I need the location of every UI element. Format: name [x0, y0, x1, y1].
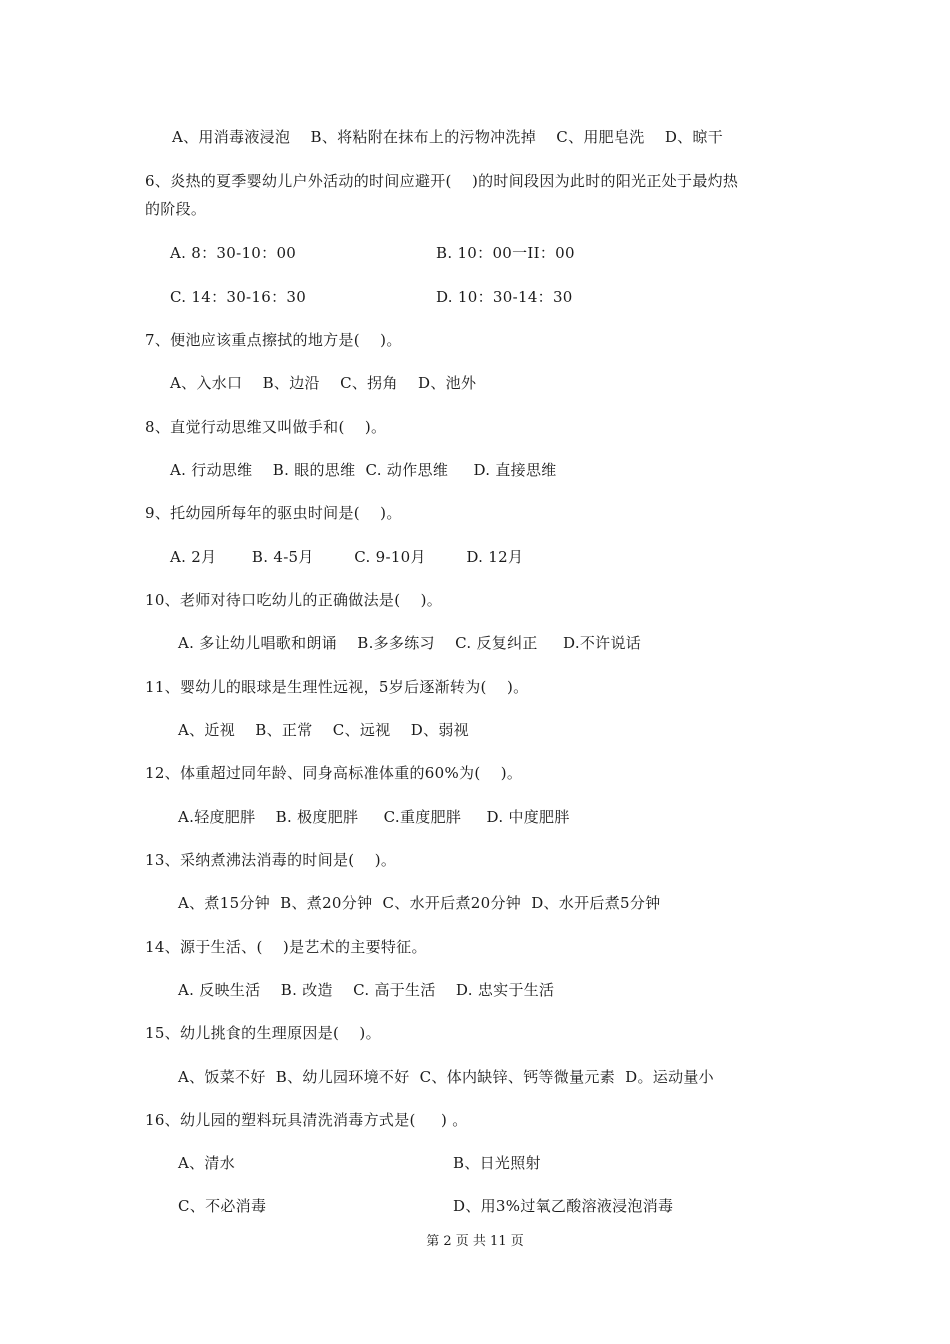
q6-option-d: D. 10：30-14：30: [436, 288, 573, 306]
q6-stem-continued: 的阶段。: [145, 200, 207, 218]
q9-options: A. 2月 B. 4-5月 C. 9-10月 D. 12月: [170, 548, 524, 566]
q16-option-c: C、不必消毒: [178, 1197, 267, 1215]
q16-stem: 16、幼儿园的塑料玩具清洗消毒方式是( ) 。: [145, 1111, 468, 1129]
q15-options: A、饭菜不好 B、幼儿园环境不好 C、体内缺锌、钙等微量元素 D。运动量小: [178, 1068, 714, 1086]
q6-option-a: A. 8：30-10：00: [170, 244, 297, 262]
q14-options: A. 反映生活 B. 改造 C. 高于生活 D. 忠实于生活: [178, 981, 555, 999]
page-number-footer: 第 2 页 共 11 页: [426, 1234, 524, 1249]
q12-stem: 12、体重超过同年龄、同身高标准体重的60%为( )。: [145, 764, 523, 782]
q10-options: A. 多让幼儿唱歌和朗诵 B.多多练习 C. 反复纠正 D.不许说话: [178, 634, 642, 652]
q11-options: A、近视 B、正常 C、远视 D、弱视: [178, 721, 469, 739]
q12-options: A.轻度肥胖 B. 极度肥胖 C.重度肥胖 D. 中度肥胖: [178, 808, 570, 826]
q7-options: A、入水口 B、边沿 C、拐角 D、池外: [170, 374, 477, 392]
q10-stem: 10、老师对待口吃幼儿的正确做法是( )。: [145, 591, 443, 609]
q15-stem: 15、幼儿挑食的生理原因是( )。: [145, 1024, 381, 1042]
q16-option-b: B、日光照射: [453, 1154, 541, 1172]
q6-option-c: C. 14：30-16：30: [170, 288, 307, 306]
q16-option-d: D、用3%过氧乙酸溶液浸泡消毒: [453, 1197, 674, 1215]
q14-stem: 14、源于生活、( )是艺术的主要特征。: [145, 938, 427, 956]
q13-options: A、煮15分钟 B、煮20分钟 C、水开后煮20分钟 D、水开后煮5分钟: [178, 894, 661, 912]
q8-options: A. 行动思维 B. 眼的思维 C. 动作思维 D. 直接思维: [170, 461, 557, 479]
q13-stem: 13、采纳煮沸法消毒的时间是( )。: [145, 851, 397, 869]
q9-stem: 9、托幼园所每年的驱虫时间是( )。: [145, 504, 402, 522]
q5-options: A、用消毒液浸泡 B、将粘附在抹布上的污物冲洗掉 C、用肥皂洗 D、晾干: [172, 128, 724, 146]
q8-stem: 8、直觉行动思维又叫做手和( )。: [145, 418, 387, 436]
q6-stem: 6、炎热的夏季婴幼儿户外活动的时间应避开( )的时间段因为此时的阳光正处于最灼热: [145, 172, 739, 190]
q7-stem: 7、便池应该重点擦拭的地方是( )。: [145, 331, 402, 349]
q11-stem: 11、婴幼儿的眼球是生理性远视，5岁后逐渐转为( )。: [145, 678, 529, 696]
q16-option-a: A、清水: [178, 1154, 236, 1172]
q6-option-b: B. 10：00一II：00: [436, 244, 575, 262]
